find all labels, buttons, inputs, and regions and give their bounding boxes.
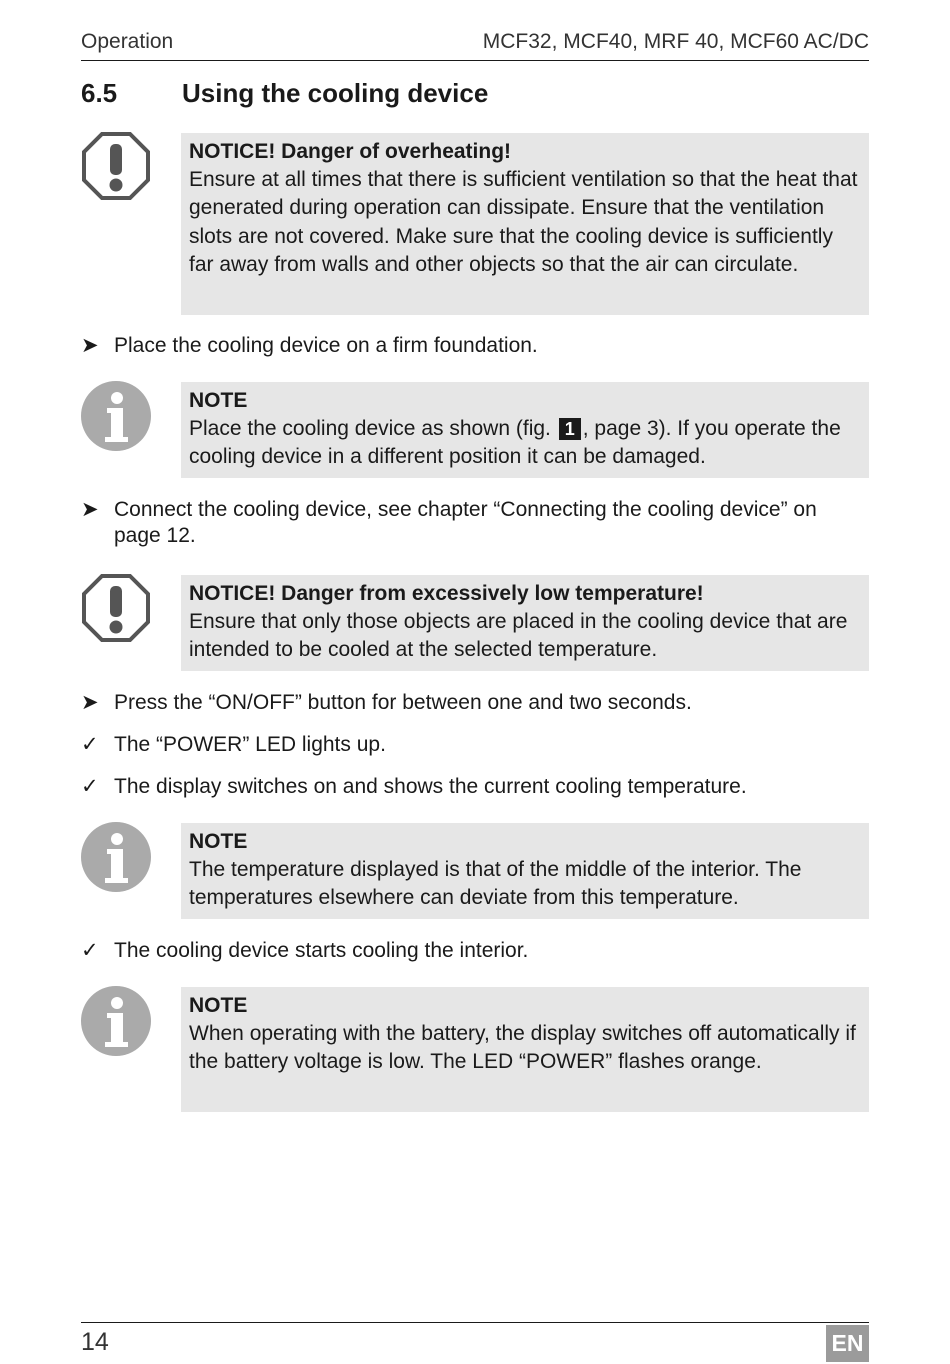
result-text: The display switches on and shows the current cooling temperature. xyxy=(114,775,747,798)
result-item xyxy=(81,938,869,964)
note-title: NOTE xyxy=(189,389,248,412)
note-text-before: Place the cooling device as shown (fig. xyxy=(189,417,551,440)
note-placement xyxy=(181,382,869,478)
step-text: Place the cooling device on a firm foundation. xyxy=(114,334,538,357)
note-body: When operating with the battery, the display switches off automatically if the battery voltage is low. The LED “POWER” flashes orange. xyxy=(189,1022,856,1074)
page-header xyxy=(81,30,869,61)
checkmark-icon: ✓ xyxy=(81,939,99,962)
note-battery xyxy=(181,987,869,1112)
header-chapter: Operation xyxy=(81,30,174,53)
instruction-step xyxy=(81,497,869,549)
section-title: Using the cooling device xyxy=(182,78,489,108)
page-number: 14 xyxy=(81,1328,109,1356)
result-text: The cooling device starts cooling the interior. xyxy=(114,939,529,962)
arrow-marker-icon: ➤ xyxy=(81,498,99,521)
result-text: The “POWER” LED lights up. xyxy=(114,733,386,756)
step-text: Connect the cooling device, see chapter “Connecting the cooling device” on page 12. xyxy=(114,498,817,547)
notice-overheating xyxy=(181,133,869,315)
header-models: MCF32, MCF40, MRF 40, MCF60 AC/DC xyxy=(482,30,869,53)
note-temperature-display xyxy=(181,823,869,919)
notice-low-temperature xyxy=(181,575,869,671)
section-number: 6.5 xyxy=(81,78,118,108)
notice-body: Ensure at all times that there is sufficient ventilation so that the heat that generated during operation can dissipate. Ensure that the ventilation slots are not covered. Make sure that the cooling device is sufficiently far away from walls and other objects so that the air can circulate. xyxy=(189,168,858,276)
result-item xyxy=(81,774,869,800)
instruction-step xyxy=(81,333,869,359)
instruction-step xyxy=(81,690,869,716)
warning-icon xyxy=(81,131,151,201)
warning-icon xyxy=(81,573,151,643)
note-text-after: , page 3). If you operate the cooling device in a different position it can be damaged. xyxy=(189,417,841,469)
section-heading xyxy=(81,78,488,109)
notice-title: NOTICE! Danger from excessively low temperature! xyxy=(189,582,704,605)
note-body: The temperature displayed is that of the middle of the interior. The temperatures elsewhere can deviate from this temperature. xyxy=(189,858,802,910)
step-text: Press the “ON/OFF” button for between one and two seconds. xyxy=(114,691,692,714)
arrow-marker-icon: ➤ xyxy=(81,691,99,714)
notice-title: NOTICE! Danger of overheating! xyxy=(189,140,512,163)
note-title: NOTE xyxy=(189,994,248,1017)
info-icon xyxy=(81,822,151,892)
notice-body: Ensure that only those objects are placed in the cooling device that are intended to be cooled at the selected temperature. xyxy=(189,610,848,662)
checkmark-icon: ✓ xyxy=(81,775,99,798)
result-item xyxy=(81,732,869,758)
info-icon xyxy=(81,381,151,451)
note-body xyxy=(189,415,861,472)
checkmark-icon: ✓ xyxy=(81,733,99,756)
note-title: NOTE xyxy=(189,830,248,853)
info-icon xyxy=(81,986,151,1056)
arrow-marker-icon: ➤ xyxy=(81,334,99,357)
footer-divider xyxy=(81,1322,869,1323)
figure-reference: 1 xyxy=(559,418,581,440)
language-badge: EN xyxy=(826,1325,869,1362)
